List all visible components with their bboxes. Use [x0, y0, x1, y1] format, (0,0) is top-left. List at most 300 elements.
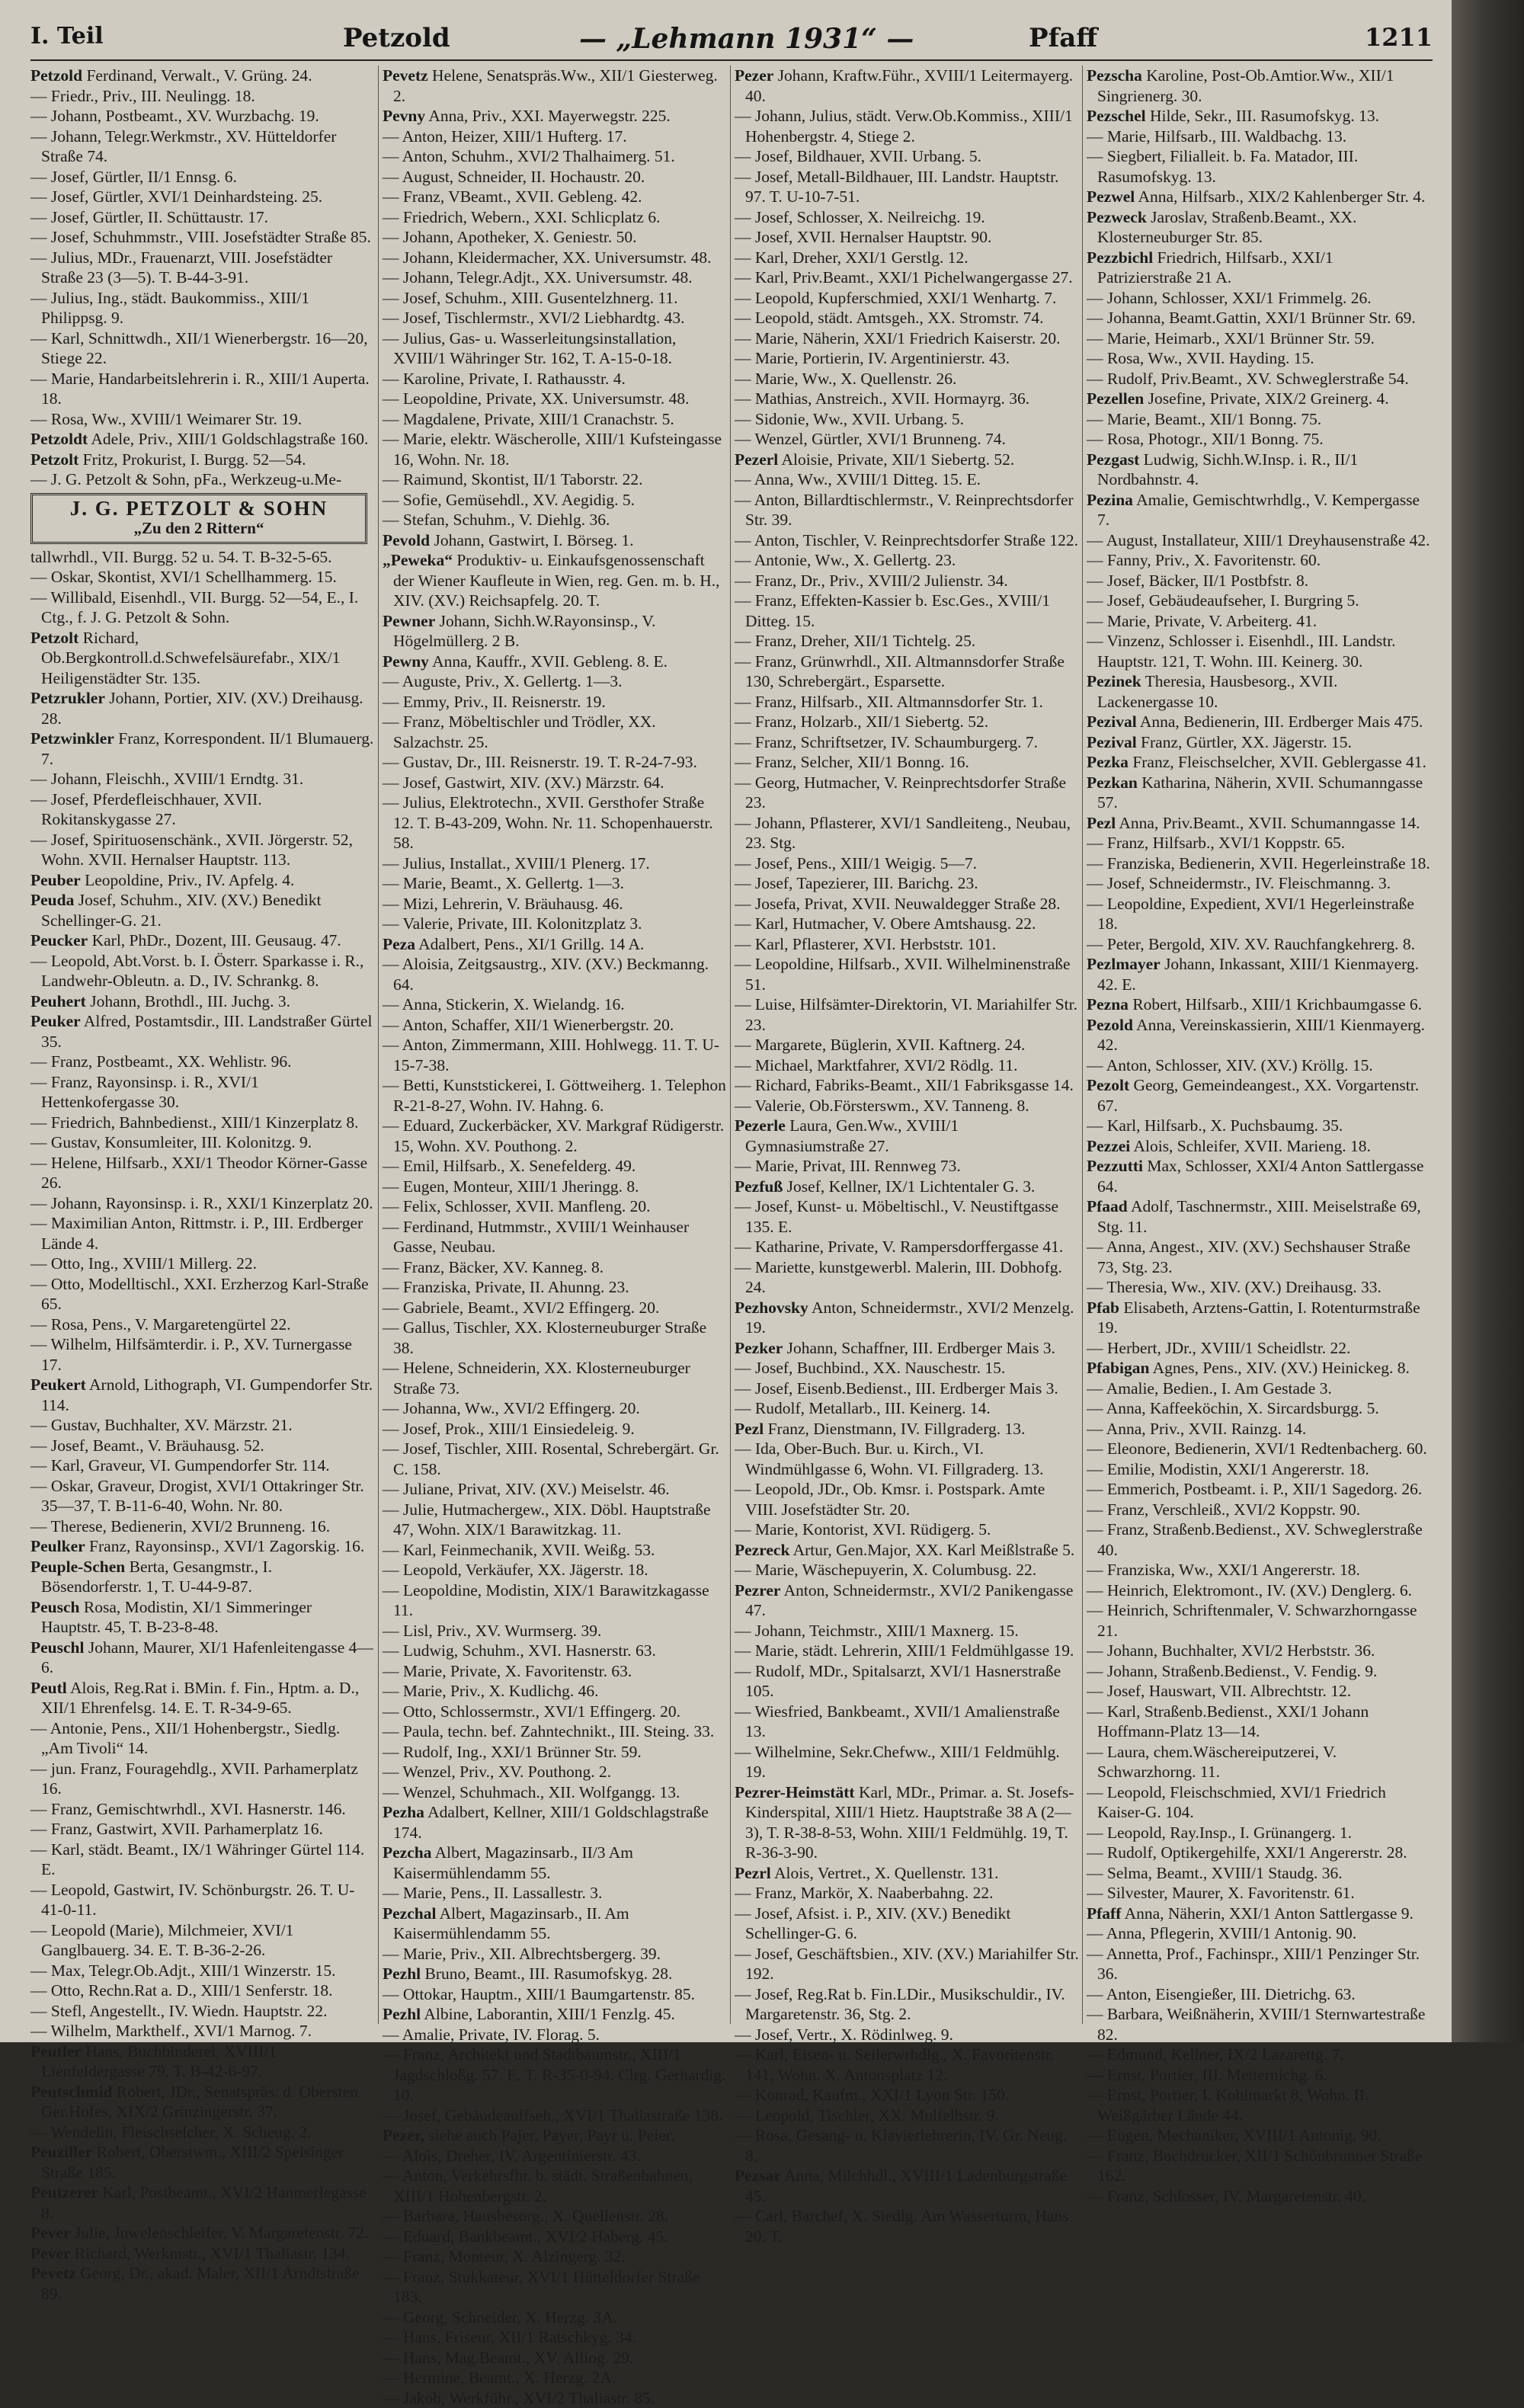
directory-entry: [30, 1819, 375, 1840]
entry-text: — Heinrich, Elektromont., IV. (XV.) Denglerg. 6.: [1087, 1581, 1412, 1599]
entry-surname: Petzoldt: [30, 430, 88, 448]
entry-text: — Franz, Holzarb., XII/1 Siebertg. 52.: [735, 712, 988, 731]
entry-text: — Marie, Privat, III. Rennweg 73.: [735, 1157, 961, 1175]
entry-text: — Ernst, Portier, I. Kohlmarkt 8, Wohn. II. Weißgärber Lände 44.: [1087, 2086, 1369, 2125]
entry-text: — Wilhelm, Markthelf., XVI/1 Marnog. 7.: [30, 2022, 312, 2040]
directory-entry: [30, 469, 375, 490]
entry-text: — Paula, techn. bef. Zahntechnikt., III. Steing. 33.: [383, 1722, 714, 1740]
directory-entry: [1087, 288, 1431, 309]
entry-text: — Konrad, Kaufm., XXI/1 Lyon Str. 150.: [735, 2086, 1009, 2104]
entry-text: — Leopold, Verkäufer, XX. Jägerstr. 18.: [383, 1561, 648, 1579]
directory-entry: [1087, 2085, 1431, 2125]
directory-entry: [30, 1455, 375, 1476]
directory-entry: [383, 2368, 727, 2388]
entry-surname: Peuker: [30, 1012, 81, 1030]
entry-text: — Auguste, Priv., X. Gellertg. 1—3.: [383, 672, 623, 690]
entry-text: Josef, Schuhm., XIV. (XV.) Benedikt Schellinger-G. 21.: [41, 891, 321, 930]
entry-surname: Peusch: [30, 1598, 80, 1616]
entry-text: — Alois, Dreher, IV. Argentinierstr. 43.: [383, 2147, 641, 2165]
directory-entry: [735, 2125, 1079, 2166]
entry-text: — Johann, Telegr.Werkmstr., XV. Hütteldorfer Straße 74.: [30, 127, 336, 166]
directory-entry: [383, 2267, 727, 2307]
directory-entry: [1087, 1681, 1431, 1702]
entry-text: Johann, Portier, XIV. (XV.) Dreihausg. 28.: [41, 689, 363, 728]
entry-text: — Ottokar, Hauptm., XIII/1 Baumgartenstr. 85.: [383, 1985, 695, 2003]
directory-entry: [1087, 1500, 1431, 1520]
entry-text: — Josef, Schuhmmstr., VIII. Josefstädter Straße 85.: [30, 228, 371, 246]
entry-surname: Pezerle: [735, 1116, 786, 1135]
directory-entry: [735, 1519, 1079, 1540]
entry-text: Bruno, Beamt., III. Rasumofskyg. 28.: [421, 1965, 672, 1983]
entry-text: — Peter, Bergold, XIV. XV. Rauchfangkehrerg. 8.: [1087, 935, 1415, 953]
directory-entry: [30, 991, 375, 1012]
directory-entry: [1087, 1379, 1431, 1399]
directory-entry: [1087, 1782, 1431, 1823]
entry-text: — Eduard, Bankbeamt., XVI/2 Haberg. 45.: [383, 2227, 668, 2246]
directory-entry: [30, 1153, 375, 1193]
directory-entry: [735, 2206, 1079, 2246]
entry-surname: Pfaff: [1087, 1904, 1121, 1923]
directory-entry: [735, 1702, 1079, 1742]
entry-text: — Willibald, Eisenhdl., VII. Burgg. 52—54, E., I. Ctg., f. J. G. Petzolt & Sohn.: [30, 588, 358, 627]
entry-text: Adalbert, Kellner, XIII/1 Goldschlagstraße 174.: [393, 1803, 709, 1842]
directory-entry: [1087, 490, 1431, 530]
entry-text: Anna, Hilfsarb., XIX/2 Kahlenberger Str. 4.: [1135, 187, 1425, 206]
entry-text: — Franz, Gemischtwrhdl., XVI. Hasnerstr. 146.: [30, 1800, 346, 1818]
directory-title: — „Lehmann 1931“ —: [579, 23, 914, 55]
directory-entry: [1087, 187, 1431, 207]
directory-entry: [30, 1213, 375, 1254]
entry-text: — Julius, Installat., XVIII/1 Plenerg. 17.: [383, 854, 650, 873]
directory-entry: [735, 1237, 1079, 1257]
directory-entry: [30, 1961, 375, 1981]
advertisement-box: [30, 493, 367, 544]
entry-text: — Otto, Schlossermstr., XVI/1 Effingerg. 20.: [383, 1702, 680, 1721]
directory-entry: [735, 894, 1079, 914]
entry-text: — Marie, Beamt., XII/1 Bonng. 75.: [1087, 410, 1321, 428]
entry-text: — Josef, Pferdefleischhauer, XVII. Rokitanskygasse 27.: [30, 790, 262, 829]
directory-entry: [1087, 1823, 1431, 1843]
entry-surname: Pezer,: [383, 2126, 424, 2144]
directory-entry: [30, 1840, 375, 1880]
entry-text: — Marie, Kontorist, XVI. Rüdigerg. 5.: [735, 1520, 991, 1539]
directory-entry: [383, 1802, 727, 1843]
directory-entry: [383, 227, 727, 248]
directory-entry: [30, 1557, 375, 1597]
directory-entry: [30, 1011, 375, 1052]
directory-entry: [30, 288, 375, 328]
entry-text: — Stefan, Schuhm., V. Diehlg. 36.: [383, 511, 610, 529]
entry-text: — Anna, Priv., XVII. Rainzg. 14.: [1087, 1420, 1306, 1438]
directory-entry: [383, 207, 727, 228]
entry-text: — Anton, Heizer, XIII/1 Hufterg. 17.: [383, 127, 627, 146]
directory-entry: [735, 490, 1079, 530]
directory-entry: [383, 692, 727, 712]
directory-entry: [383, 550, 727, 611]
directory-entry: [735, 2105, 1079, 2126]
entry-text: — Josef, Pens., XIII/1 Weigig. 5—7.: [735, 854, 977, 873]
directory-entry: [383, 2327, 727, 2348]
entry-text: — Rosa, Ww., XVII. Hayding. 15.: [1087, 349, 1314, 367]
entry-text: — Karl, Hilfsarb., X. Puchsbaumg. 35.: [1087, 1116, 1343, 1135]
entry-surname: Peuziller: [30, 2143, 92, 2161]
entry-text: — Leopold, Abt.Vorst. b. I. Österr. Sparkasse i. R., Landwehr-Obleutn. a. D., IV. Schrankg. 8.: [30, 952, 363, 991]
directory-entry: [735, 2085, 1079, 2105]
entry-text: — Josef, Gürtler, II. Schüttaustr. 17.: [30, 208, 268, 226]
directory-entry: [1087, 106, 1431, 126]
directory-entry: [735, 409, 1079, 430]
entry-text: Johann, Gastwirt, I. Börseg. 1.: [430, 531, 634, 549]
entry-text: Richard, Werkmstr., XVI/1 Thaliastr. 134.: [71, 2244, 351, 2262]
entry-text: — Marie, Portierin, IV. Argentinierstr. 43.: [735, 349, 1010, 367]
directory-entry: [1087, 1358, 1431, 1379]
entry-text: Anna, Milchhdl., XVIII/1 Ladenburgstraße 45.: [745, 2166, 1067, 2205]
entry-text: — Otto, Rechn.Rat a. D., XIII/1 Senferstr. 18.: [30, 1981, 332, 2000]
directory-entry: [383, 1116, 727, 1156]
directory-entry: [383, 369, 727, 389]
directory-entry: [30, 86, 375, 107]
entry-text: — Gustav, Dr., III. Reisnerstr. 19. T. R-24-7-93.: [383, 753, 697, 771]
entry-text: Robert, Hilfsarb., XIII/1 Krichbaumgasse 6.: [1129, 995, 1422, 1013]
directory-entry: [383, 1762, 727, 1782]
directory-entry: [735, 773, 1079, 813]
entry-text: — Leopold, städt. Amtsgeh., XX. Stromstr. 74.: [735, 309, 1044, 327]
entry-text: — Johann, Schlosser, XXI/1 Frimmelg. 26.: [1087, 289, 1372, 307]
entry-surname: Pezhovsky: [735, 1298, 808, 1317]
entry-surname: Pezellen: [1087, 389, 1144, 408]
directory-entry: [735, 348, 1079, 369]
entry-text: — Josef, Gastwirt, XIV. (XV.) Märzstr. 64.: [383, 773, 664, 792]
entry-text: Alois, Reg.Rat i. BMin. f. Fin., Hptm. a. D., XII/1 Ehrenfelsg. 14. E. T. R-34-9-65.: [41, 1679, 359, 1718]
entry-text: — Luise, Hilfsämter-Direktorin, VI. Mariahilfer Str. 23.: [735, 995, 1077, 1034]
directory-entry: [1087, 1600, 1431, 1641]
directory-entry: [383, 853, 727, 874]
entry-text: — Georg, Schneider, X. Herzg. 3A.: [383, 2308, 617, 2326]
directory-entry: [735, 1984, 1079, 2025]
entry-surname: Peuber: [30, 871, 81, 889]
directory-entry: [1087, 146, 1431, 187]
directory-entry: [30, 1415, 375, 1436]
directory-entry: [383, 1641, 727, 1661]
entry-text: — Gallus, Tischler, XX. Klosterneuburger Straße 38.: [383, 1318, 706, 1357]
entry-surname: Peutler: [30, 2042, 82, 2061]
entry-text: Elisabeth, Arztens-Gattin, I. Rotenturmstraße 19.: [1097, 1298, 1420, 1337]
directory-entry: [1087, 207, 1431, 248]
entry-text: — Franz, Effekten-Kassier b. Esc.Ges., XVIII/1 Ditteg. 15.: [735, 591, 1050, 630]
entry-text: — Hans, Mag.Beamt., XV. Alliog. 29.: [383, 2349, 633, 2367]
entry-surname: Pezolt: [1087, 1076, 1129, 1094]
directory-entry: [30, 769, 375, 789]
entry-text: Artur, Gen.Major, XX. Karl Meißlstraße 5.: [789, 1541, 1074, 1559]
directory-entry: [30, 369, 375, 409]
entry-text: Franz, Korrespondent. II/1 Blumauerg. 7.: [41, 729, 373, 768]
entry-surname: Pezna: [1087, 995, 1129, 1013]
directory-entry: [383, 2105, 727, 2126]
entry-text: — Eleonore, Bedienerin, XVI/1 Redtenbacherg. 60.: [1087, 1439, 1427, 1458]
entry-text: — Valerie, Private, III. Kolonitzplatz 3.: [383, 914, 642, 933]
entry-text: — Franz, Schriftsetzer, IV. Schaumburgerg. 7.: [735, 733, 1038, 751]
entry-text: Alfred, Postamtsdir., III. Landstraßer Gürtel 35.: [41, 1012, 372, 1051]
directory-entry: [30, 1718, 375, 1759]
directory-entry: [735, 450, 1079, 470]
directory-entry: [735, 530, 1079, 551]
directory-entry: [735, 248, 1079, 268]
entry-text: — Barbara, Weißnäherin, XVIII/1 Sternwartestraße 82.: [1087, 2005, 1425, 2044]
directory-entry: [1087, 2065, 1431, 2086]
directory-entry: [735, 389, 1079, 409]
entry-text: — Franz, Markör, X. Naaberbahng. 22.: [735, 1884, 993, 1902]
directory-entry: [383, 1782, 727, 1803]
entry-text: — Wendelin, Fleischselcher, X. Scheug. 2.: [30, 2123, 311, 2141]
entry-text: — Leopold, Ray.Insp., I. Grünangerg. 1.: [1087, 1824, 1352, 1842]
directory-entry: [30, 2041, 375, 2082]
entry-text: — Wenzel, Priv., XV. Pouthong. 2.: [383, 1763, 611, 1781]
directory-entry: [735, 1177, 1079, 1197]
directory-entry: [383, 1156, 727, 1177]
directory-entry: [1087, 1661, 1431, 1682]
directory-entry: [383, 2146, 727, 2166]
entry-surname: Peulker: [30, 1537, 85, 1555]
entry-text: — Carl, Barchef, X. Siedlg. Am Wasserturm, Hans 20. T.: [735, 2207, 1069, 2246]
directory-entry: [1087, 1459, 1431, 1480]
directory-entry: [30, 1132, 375, 1153]
directory-entry: [383, 106, 727, 126]
entry-text: Albert, Magazinsarb., II/3 Am Kaisermühlendamm 55.: [393, 1843, 633, 1882]
entry-text: — Laura, chem.Wäschereiputzerei, V. Schwarzhorng. 11.: [1087, 1743, 1337, 1782]
page-header: [30, 18, 1433, 62]
entry-text: Ferdinand, Verwalt., V. Grüng. 24.: [82, 66, 312, 85]
directory-entry: [735, 571, 1079, 591]
entry-text: Adalbert, Pens., XI/1 Grillg. 14 A.: [415, 935, 644, 953]
directory-entry: [735, 167, 1079, 207]
entry-text: Karl, PhDr., Dozent, III. Geusaug. 47.: [88, 931, 341, 949]
directory-entry: [735, 813, 1079, 853]
directory-entry: [30, 1314, 375, 1335]
entry-text: — Johann, Telegr.Adjt., XX. Universumstr. 48.: [383, 268, 693, 287]
entry-surname: Pezzbichl: [1087, 248, 1153, 267]
entry-text: Richard, Ob.Bergkontroll.d.Schwefelsäurefabr., XIX/1 Heiligenstädter Str. 135.: [41, 629, 340, 687]
entry-text: — Friedrich, Bahnbedienst., XIII/1 Kinzerplatz 8.: [30, 1113, 358, 1132]
entry-text: — Marie, Priv., XII. Albrechtsbergerg. 39.: [383, 1945, 661, 1963]
directory-entry: [383, 1075, 727, 1116]
entry-text: — Julius, Elektrotechn., XVII. Gersthofer Straße 12. T. B-43-209, Wohn. Nr. 11. Schopenhauerstr. 58.: [383, 793, 713, 852]
entry-text: — Franz, Bäcker, XV. Kanneg. 8.: [383, 1258, 604, 1276]
entry-text: — Josef, Schneidermstr., IV. Fleischmanng. 3.: [1087, 874, 1391, 892]
entry-text: — Josef, Beamt., V. Bräuhausg. 52.: [30, 1436, 264, 1455]
entry-text: — Marie, elektr. Wäscherolle, XIII/1 Kufsteingasse 16, Wohn. Nr. 18.: [383, 430, 722, 469]
entry-text: — Josef, Vertr., X. Rödinlweg. 9.: [735, 2025, 953, 2044]
entry-text: Georg, Dr., akad. Maler, XII/1 Arndtstraße 89.: [41, 2264, 360, 2303]
directory-entry: [1087, 611, 1431, 632]
entry-text: Alois, Schleifer, XVII. Marieng. 18.: [1130, 1137, 1371, 1155]
directory-entry: [383, 994, 727, 1015]
entry-text: — Oskar, Graveur, Drogist, XVI/1 Ottakringer Str. 35—37, T. B-11-6-40, Wohn. Nr. 80.: [30, 1477, 364, 1516]
directory-entry: [30, 1880, 375, 1920]
directory-entry: [383, 288, 727, 309]
entry-text: — Franz, Möbeltischler und Trödler, XX. Salzachstr. 25.: [383, 712, 656, 751]
entry-surname: Pfab: [1087, 1298, 1119, 1317]
entry-text: Fritz, Prokurist, I. Burgg. 52—54.: [78, 450, 306, 469]
entry-text: — Anton, Zimmermann, XIII. Hohlwegg. 11. T. U-15-7-38.: [383, 1036, 719, 1074]
directory-entry: [383, 1196, 727, 1217]
directory-entry: [735, 1116, 1079, 1156]
directory-entry: [30, 1799, 375, 1820]
directory-entry: [30, 588, 375, 628]
directory-entry: [1087, 1904, 1431, 1924]
directory-entry: [30, 951, 375, 991]
directory-entry: [30, 1254, 375, 1274]
directory-entry: [383, 1257, 727, 1278]
entry-text: — Mathias, Anstreich., XVII. Hormayrg. 36.: [735, 389, 1029, 408]
entry-text: — Karl, Eisen- u. Seilerwrhdlg., X. Favoritenstr. 141, Wohn. X. Antonsplatz 12.: [735, 2045, 1054, 2084]
directory-entry: [383, 248, 727, 268]
entry-surname: Pevetz: [30, 2264, 76, 2282]
entry-text: Johann, Schaffner, III. Erdberger Mais 3.: [783, 1339, 1055, 1357]
entry-text: — jun. Franz, Fouragehdlg., XVII. Parhamerplatz 16.: [30, 1760, 358, 1798]
directory-entry: [735, 1055, 1079, 1076]
entry-surname: Pezina: [1087, 491, 1133, 509]
directory-entry: [735, 853, 1079, 874]
entry-text: — Georg, Hutmacher, V. Reinprechtsdorfer Straße 23.: [735, 773, 1066, 812]
entry-text: — Josef, Kunst- u. Möbeltischl., V. Neustiftgasse 135. E.: [735, 1197, 1058, 1236]
directory-entry: [383, 1419, 727, 1439]
entry-text: — Leopoldine, Modistin, XIX/1 Barawitzkagasse 11.: [383, 1581, 709, 1620]
entry-text: — Wenzel, Gürtler, XVI/1 Brunneng. 74.: [735, 430, 1006, 448]
directory-entry: [383, 1277, 727, 1298]
directory-entry: [383, 267, 727, 288]
directory-entry: [383, 793, 727, 853]
entry-text: Franz, Rayonsinsp., XVI/1 Zagorskig. 16.: [85, 1537, 365, 1555]
entry-text: tallwrhdl., VII. Burgg. 52 u. 54. T. B-32-5-65.: [30, 548, 332, 566]
entry-text: — Julius, Gas- u. Wasserleitungsinstallation, XVIII/1 Währinger Str. 162, T. A-15-0-18.: [383, 329, 676, 368]
directory-entry: [30, 2142, 375, 2182]
entry-text: — Barbara, Hausbesorg., X. Quellenstr. 28.: [383, 2207, 668, 2225]
entry-text: Alois, Vertret., X. Quellenstr. 131.: [771, 1864, 999, 1882]
entry-text: — Josef, Tapezierer, III. Barichg. 23.: [735, 874, 978, 892]
directory-entry: [383, 2166, 727, 2206]
entry-text: Ludwig, Sichh.W.Insp. i. R., II/1 Nordbahnstr. 4.: [1097, 450, 1358, 489]
entry-text: — Gabriele, Beamt., XVI/2 Effingerg. 20.: [383, 1298, 659, 1317]
entry-surname: Pezkan: [1087, 773, 1138, 792]
entry-surname: Pezweck: [1087, 208, 1147, 226]
entry-text: — Felix, Schlosser, XVII. Manfleng. 20.: [383, 1197, 650, 1215]
entry-surname: Pewny: [383, 652, 429, 671]
entry-text: — Franziska, Private, II. Ahunng. 23.: [383, 1278, 629, 1296]
entry-text: — Max, Telegr.Ob.Adjt., XIII/1 Winzerstr. 15.: [30, 1961, 336, 1980]
directory-entry: [735, 267, 1079, 288]
directory-entry: [735, 106, 1079, 146]
directory-entry: [383, 1217, 727, 1257]
entry-text: — Otto, Modelltischl., XXI. Erzherzog Karl-Straße 65.: [30, 1275, 369, 1314]
directory-entry: [1087, 631, 1431, 671]
entry-text: — Mizi, Lehrerin, V. Bräuhausg. 46.: [383, 895, 623, 913]
entry-text: — Franz, Buchdrucker, XII/1 Schönbrunner Straße 162.: [1087, 2147, 1422, 2185]
directory-entry: [30, 688, 375, 728]
entry-text: — Anton, Tischler, V. Reinprechtsdorfer Straße 122.: [735, 531, 1078, 549]
entry-text: — Friedr., Priv., III. Neulingg. 18.: [30, 87, 255, 105]
entry-surname: Pezold: [1087, 1016, 1133, 1034]
directory-entry: [1087, 1196, 1431, 1237]
directory-entry: [383, 1500, 727, 1540]
directory-entry: [735, 1560, 1079, 1580]
header-rule: [30, 59, 1433, 61]
directory-entry: [735, 631, 1079, 652]
entry-text: Hilde, Sekr., III. Rasumofskyg. 13.: [1146, 107, 1379, 125]
directory-entry: [30, 1759, 375, 1799]
entry-text: — Anna, Kaffeeköchin, X. Sircardsburgg. 5.: [1087, 1399, 1379, 1417]
entry-text: — Hermine, Beamt., X. Herzg. 2A.: [383, 2368, 616, 2387]
directory-entry: [383, 1439, 727, 1479]
entry-text: Helene, Senatspräs.Ww., XII/1 Giesterweg. 2.: [393, 66, 718, 105]
directory-entry: [30, 1334, 375, 1375]
entry-text: — Josef, Eisenb.Bedienst., III. Erdberger Mais 3.: [735, 1379, 1058, 1398]
entry-text: — Marie, Priv., X. Kudlichg. 46.: [383, 1682, 598, 1700]
entry-text: Johann, Maurer, XI/1 Hafenleitengasse 4—6.: [41, 1638, 373, 1677]
directory-entry: [1087, 2004, 1431, 2045]
directory-entry: [383, 1964, 727, 1984]
entry-surname: Peuple-Schen: [30, 1558, 125, 1576]
directory-entry: [1087, 1984, 1431, 2005]
directory-entry: [1087, 813, 1431, 834]
entry-text: Katharina, Näherin, XVII. Schumanngasse 57.: [1097, 773, 1423, 812]
entry-text: — Josef, Buchbind., XX. Nauschestr. 15.: [735, 1359, 1005, 1377]
entry-text: — Leopold, Gastwirt, IV. Schönburgstr. 26. T. U-41-0-11.: [30, 1881, 354, 1920]
entry-text: — Annetta, Prof., Fachinspr., XIII/1 Penzinger Str. 36.: [1087, 1945, 1420, 1984]
entry-text: — Aloisia, Zeitgsaustrg., XIV. (XV.) Beckmanng. 64.: [383, 955, 709, 994]
directory-entry: [383, 1681, 727, 1702]
directory-entry: [383, 126, 727, 147]
entry-text: Laura, Gen.Ww., XVIII/1 Gymnasiumstraße 27.: [745, 1116, 959, 1155]
directory-entry: [1087, 752, 1431, 773]
entry-surname: Petzwinkler: [30, 729, 114, 748]
entry-text: — Betti, Kunststickerei, I. Göttweiherg. 1. Telephon R-21-8-27, Wohn. IV. Hahng. 6.: [383, 1076, 726, 1115]
entry-text: — Karl, Straßenb.Bedienst., XXI/1 Johann Hoffmann-Platz 13—14.: [1087, 1702, 1369, 1741]
entry-text: — Josef, Metall-Bildhauer, III. Landstr. Hauptstr. 97. T. U-10-7-51.: [735, 168, 1058, 207]
directory-entry: [735, 1338, 1079, 1359]
entry-surname: Peutl: [30, 1679, 67, 1697]
entry-text: — Eduard, Zuckerbäcker, XV. Markgraf Rüdigerstr. 15, Wohn. XV. Pouthong. 2.: [383, 1116, 724, 1155]
entry-text: — Karl, Pflasterer, XVI. Herbststr. 101.: [735, 935, 996, 953]
entry-text: — Helene, Hilfsarb., XXI/1 Theodor Körner-Gasse 26.: [30, 1154, 367, 1193]
entry-text: — Theresia, Ww., XIV. (XV.) Dreihausg. 33.: [1087, 1278, 1382, 1296]
entry-surname: Petzolt: [30, 450, 78, 469]
entry-text: — Eugen, Monteur, XIII/1 Jheringg. 8.: [383, 1177, 639, 1196]
entry-surname: Pfabigan: [1087, 1359, 1149, 1377]
entry-text: — Raimund, Skontist, II/1 Taborstr. 22.: [383, 470, 643, 488]
entry-text: — Marie, Private, X. Favoritenstr. 63.: [383, 1662, 632, 1680]
entry-text: — Karoline, Private, I. Rathausstr. 4.: [383, 370, 626, 388]
directory-entry: [383, 187, 727, 207]
directory-entry: [30, 1113, 375, 1133]
entry-text: — Johann, Julius, städt. Verw.Ob.Kommiss., XIII/1 Hohenbergstr. 4, Stiege 2.: [735, 107, 1073, 146]
directory-entry: [383, 1702, 727, 1722]
directory-entry: [30, 628, 375, 689]
entry-text: Theresia, Hausbesorg., XVII. Lackenergasse 10.: [1097, 672, 1337, 711]
directory-entry: [735, 1742, 1079, 1782]
entry-text: — Leopoldine, Private, XX. Universumstr. 48.: [383, 389, 689, 408]
entry-text: — Josef, XVII. Hernalser Hauptstr. 90.: [735, 228, 991, 246]
entry-text: — Franz, VBeamt., XVII. Gebleng. 42.: [383, 187, 642, 206]
directory-entry: [1087, 66, 1431, 106]
directory-entry: [383, 873, 727, 894]
directory-entry: [1087, 530, 1431, 551]
entry-surname: Pezschel: [1087, 107, 1146, 125]
entry-surname: Pezerl: [735, 450, 778, 469]
entry-text: — Richard, Fabriks-Beamt., XII/1 Fabriksgasse 14.: [735, 1076, 1074, 1094]
directory-entry: [735, 954, 1079, 994]
entry-text: — Franz, Hilfsarb., XVI/1 Koppstr. 65.: [1087, 834, 1345, 852]
directory-entry: [1087, 1156, 1431, 1196]
